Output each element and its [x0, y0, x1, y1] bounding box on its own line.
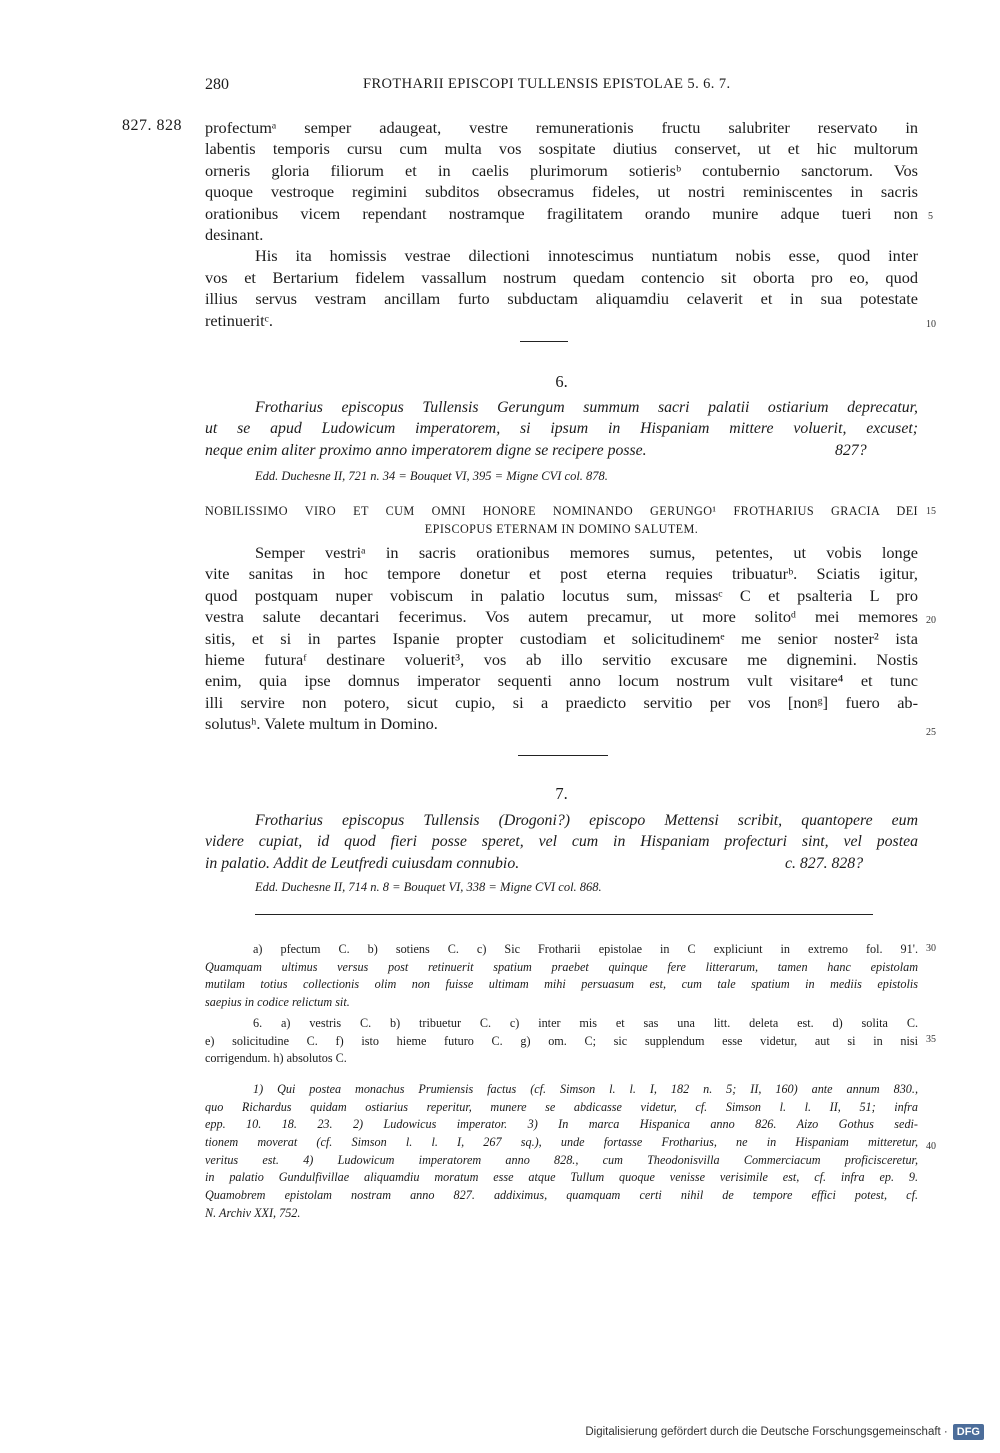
text-line: vestra salute decantari fecerimus. Vos autem precamur, ut more solitoᵈ mei memores [205, 607, 918, 627]
running-title: FROTHARII EPISCOPI TULLENSIS EPISTOLAE 5. 6. 7. [363, 76, 731, 92]
footnote-line: Quamobrem epistolam nostram anno 827. addiximus, quamquam certi nihil de tempore effici potest, cf. [205, 1188, 918, 1203]
section-divider [518, 755, 608, 756]
text-line: enim, quia ipse domnus imperator sequenti anno locum nostrum vult visitare⁴ et tunc [205, 671, 918, 691]
footnote-line: Quamquam ultimus versus post retinuerit spatium praebet quinque fere litterarum, tamen hanc epistolam [205, 959, 918, 974]
footnote-line: e) solicitudine C. f) isto hieme futuro C. g) om. C; sic supplendum esse videtur, aut si in nisi [205, 1033, 918, 1048]
footnote-line: in palatio Gundulfivillae aliquamdiu moratum esse atque Tullum quoque venisse verisimile est, cf. infra ep. 9. [205, 1170, 918, 1185]
text-line: profectumᵃ semper adaugeat, vestre remunerationis fructu salubriter reservato in [205, 118, 918, 137]
letter6-editions: Edd. Duchesne II, 721 n. 34 = Bouquet VI, 395 = Migne CVI col. 878. [255, 469, 608, 483]
summary-line: videre cupiat, id quod fieri posse speret, vel cum in Hispaniam profecturi sint, vel postea [205, 833, 918, 851]
footnotes-historical [205, 1081, 918, 1223]
text-line: quoque vestroque regimini subditos obsecramus fideles, ut nostri reminiscentes in sacris [205, 182, 918, 202]
footnote-line: 1) Qui postea monachus Prumiensis factus (cf. Simson l. l. I, 182 n. 5; II, 160) ante annum 830., [253, 1082, 918, 1096]
footnote-line: a) pfectum C. b) sotiens C. c) Sic Frotharii epistolae in C expliciunt in extremo fol. 91'. [253, 942, 918, 956]
line-number: 15 [926, 506, 936, 517]
line-number: 20 [926, 615, 936, 626]
footnote-line: veritus est. 4) Ludowicum imperatorem anno 828., cum Theodonisvilla Commerciacum proficisceretur, [205, 1152, 918, 1167]
line-number: 10 [926, 319, 936, 330]
footnotes-text-6 [205, 1015, 918, 1068]
summary-line: ut se apud Ludowicum imperatorem, si ipsum in Hispaniam mittere voluerit, excuset; [205, 420, 918, 438]
letter7-editions: Edd. Duchesne II, 714 n. 8 = Bouquet VI, 338 = Migne CVI col. 868. [255, 880, 602, 894]
text-line: desinant. [205, 224, 264, 244]
text-line: solutusʰ. Valete multum in Domino. [205, 714, 438, 734]
dfg-logo: DFG [953, 1424, 984, 1440]
text-line: vite sanitas in hoc tempore donetur et post eterna requies tribuaturᵇ. Sciatis igitur, [205, 564, 918, 584]
text-line: vos et Bertarium fidelem vassallum nostrum quedam contencio sit oborta pro eo, quod [205, 267, 918, 287]
summary-line: Frotharius episcopus Tullensis (Drogoni?) episcopo Mettensi scribit, quantopere eum [255, 812, 918, 829]
text-line: orneris gloria filiorum et in caelis plurimorum sotierisᵇ contubernio sanctorum. Vos [205, 160, 918, 180]
line-number: 5 [928, 211, 933, 222]
footnotes-text-5 [205, 941, 918, 1012]
summary-line-text: in palatio. Addit de Leutfredi cuiusdam connubio. [205, 854, 520, 872]
footnote-line: corrigendum. h) absolutos C. [205, 1051, 347, 1066]
text-line: illi servire non potero, sicut cupio, si a praedicto servitio per vos [nonᵍ] fuero ab- [205, 692, 918, 712]
letter6-date: 827? [835, 441, 867, 459]
letter7-summary [205, 811, 918, 875]
page-header [205, 76, 920, 100]
section-divider [520, 341, 568, 342]
summary-line [205, 441, 918, 462]
line-number: 35 [926, 1034, 936, 1045]
letter5-text [205, 117, 918, 331]
page-number: 280 [205, 76, 229, 93]
footnote-line: tionem moverat (cf. Simson l. l. I, 267 sq.), unde fortasse Frotharius, ne in Hispaniam mitteretur, [205, 1135, 918, 1150]
margin-date: 827. 828 [122, 117, 182, 134]
text-line: quod postquam nuper vobiscum in palatio locutus sum, missasᶜ C et psalteria L pro [205, 585, 918, 605]
footnote-line: mutilam totius collectionis olim non fuisse ultimam mihi persuasum est, cum tale spatium in mediis epistolis [205, 977, 918, 992]
text-line: retinueritᶜ. [205, 310, 273, 330]
salutation-line: EPISCOPUS ETERNAM IN DOMINO SALUTEM. [424, 522, 699, 536]
footnote-line: saepius in codice relictum sit. [205, 995, 350, 1010]
funding-notice [585, 1421, 984, 1443]
footnote-line: N. Archiv XXI, 752. [205, 1205, 301, 1220]
text-line: hieme futuraᶠ destinare voluerit³, vos ab illo servitio excusare me dignemini. Nostis [205, 649, 918, 669]
footnote-line: quo Richardus quidam ostiarius reperitur, munere se abdicasse videtur, cf. Simson l. l. II, 51; infra [205, 1099, 918, 1114]
letter6-text [205, 542, 918, 735]
letter6-salutation [205, 502, 918, 538]
text-line: Semper vestriᵃ in sacris orationibus memores sumus, petentes, ut vobis longe [255, 543, 918, 562]
summary-line [205, 854, 918, 875]
text-line: labentis temporis cursu cum multa vos sospitate diutius conservet, ut et hic multorum [205, 139, 918, 159]
text-line: sitis, et si in partes Ispanie propter custodiam et solicitudinemᵉ me senior noster² ista [205, 628, 918, 648]
text-line: His ita homissis vestrae dilectioni innotescimus nuntiatum nobis esse, quod inter [255, 246, 918, 266]
letter7-number: 7. [555, 784, 568, 803]
letter6-summary [205, 398, 918, 462]
line-number: 40 [926, 1141, 936, 1152]
funding-text: Digitalisierung gefördert durch die Deutsche Forschungsgemeinschaft · [585, 1426, 948, 1438]
text-line: orationibus vicem rependant nostramque fragilitatem orando munire adque tueri non [205, 203, 918, 223]
summary-line: Frotharius episcopus Tullensis Gerungum summum sacri palatii ostiarium deprecatur, [255, 399, 918, 416]
letter6-number: 6. [555, 372, 568, 391]
footnote-line: 6. a) vestris C. b) tribuetur C. c) inter mis et sas una litt. deleta est. d) solita C. [253, 1016, 918, 1030]
salutation-line: NOBILISSIMO VIRO ET CUM OMNI HONORE NOMINANDO GERUNGO¹ FROTHARIUS GRACIA DEI [205, 504, 918, 518]
text-line: illius servus vestram ancillam furto subductam aliquamdiu celaverit et in sua potestate [205, 289, 918, 309]
letter7-date: c. 827. 828? [785, 854, 864, 872]
footnote-divider [255, 914, 873, 915]
line-number: 30 [926, 943, 936, 954]
line-number: 25 [926, 727, 936, 738]
summary-line-text: neque enim aliter proximo anno imperatorem digne se recipere posse. [205, 441, 647, 459]
footnote-line: epp. 10. 18. 23. 2) Ludowicus imperator. 3) In marca Hispanica anno 826. Aizo Gothus sedi- [205, 1117, 918, 1132]
